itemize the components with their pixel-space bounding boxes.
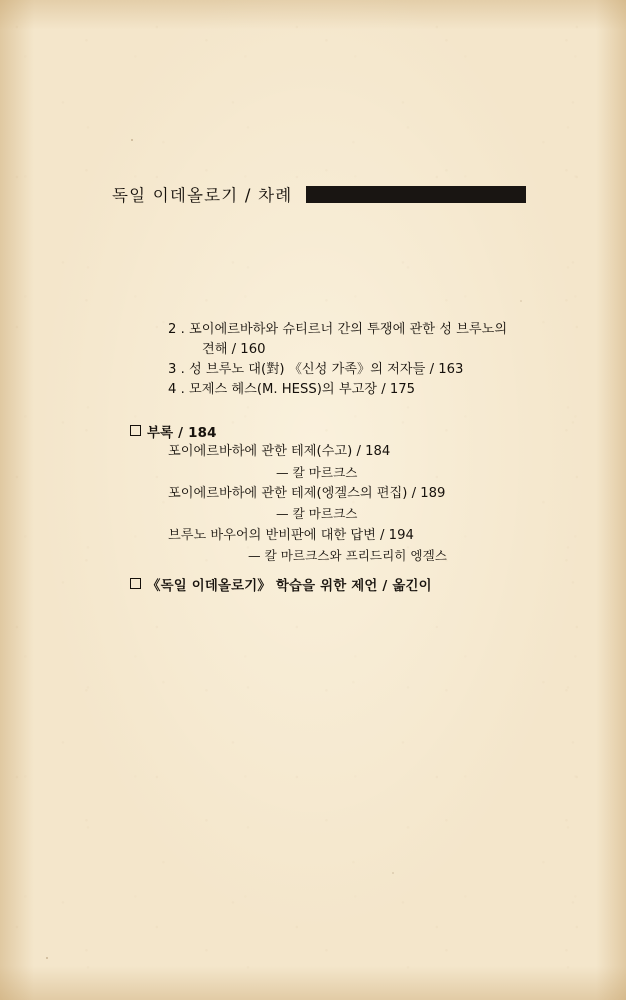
- spacer: [0, 400, 626, 422]
- appendix-item-title: 포이에르바하에 관한 테제(엥겔스의 편집) / 189: [168, 486, 446, 502]
- final-entry-label: 《독일 이데올로기》 학습을 위한 제언 / 옮긴이: [147, 578, 432, 594]
- toc-item-title: 4 . 모제스 헤스(M. HESS)의 부고장 / 175: [168, 382, 416, 398]
- toc-item-title: 2 . 포이에르바하와 슈티르너 간의 투쟁에 관한 성 브루노의: [168, 322, 508, 337]
- appendix-heading-label: 부록 / 184: [147, 426, 217, 442]
- toc-item-title-continued: 견해 / 160: [202, 342, 266, 358]
- page-title: 독일 이데올로기 / 차례: [112, 186, 293, 205]
- appendix-item-author: — 칼 마르크스와 프리드리히 엥겔스: [248, 548, 447, 564]
- appendix-item-title: 브루노 바우어의 반비판에 대한 답변 / 194: [168, 527, 414, 543]
- header-rule-bar: [306, 186, 526, 203]
- toc-item: [0, 320, 626, 360]
- toc-item-title: 3 . 성 브루노 대(對) 《신성 가족》의 저자들 / 163: [168, 362, 464, 378]
- appendix-item-title: 포이에르바하에 관한 테제(수고) / 184: [168, 444, 391, 460]
- appendix-item-author: — 칼 마르크스: [276, 464, 358, 480]
- appendix-heading: [0, 422, 626, 441]
- page-header: [112, 182, 526, 206]
- square-bullet-icon: [130, 578, 141, 589]
- toc-item: [0, 360, 626, 380]
- square-bullet-icon: [130, 425, 141, 436]
- final-entry: [0, 575, 626, 594]
- toc-item: [0, 380, 626, 400]
- table-of-contents: [0, 320, 626, 594]
- appendix-item-author: — 칼 마르크스: [276, 506, 358, 522]
